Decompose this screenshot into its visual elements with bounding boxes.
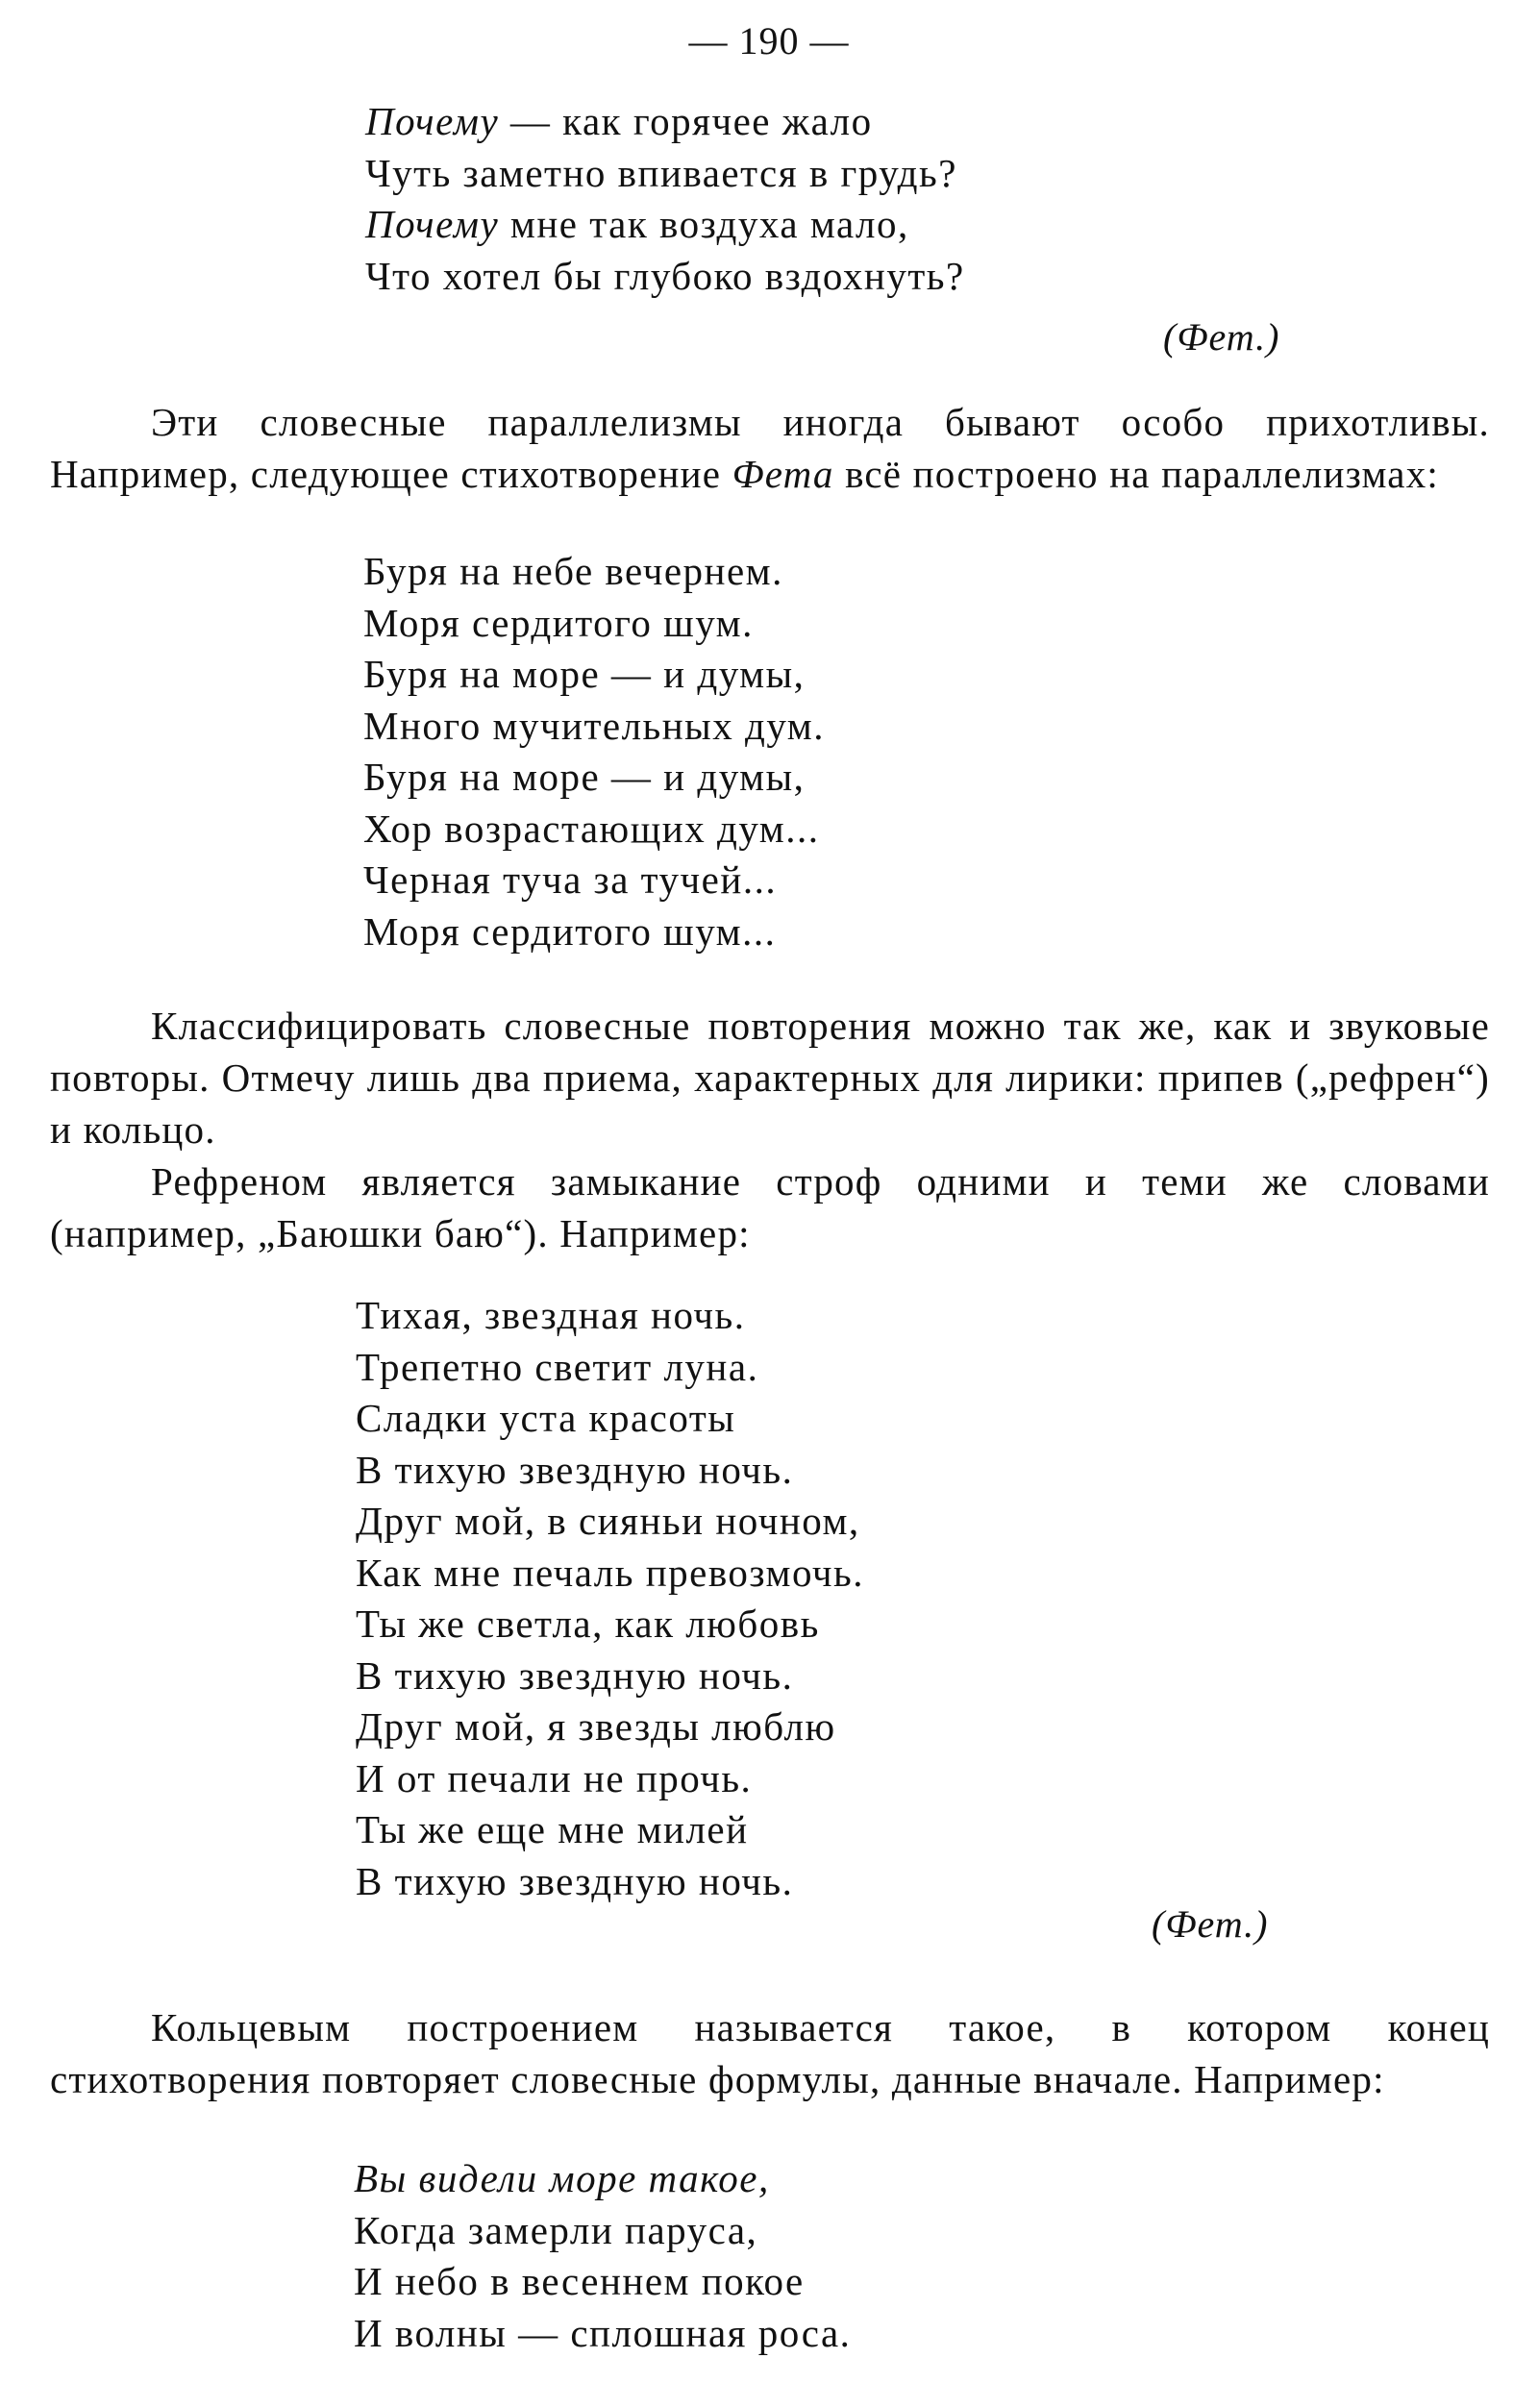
verse-line: Моря сердитого шум. — [363, 600, 754, 645]
verse-line: В тихую звездную ночь. — [356, 1652, 794, 1698]
verse-line-italic: Почему — [365, 202, 500, 246]
verse-line — [354, 2153, 851, 2205]
paragraph: Рефреном является замыкание строф одними и теми же словами (например, „Баюшки баю“). Например: — [50, 1159, 1490, 1255]
verse-line-text: Когда замерли паруса, — [354, 2207, 758, 2252]
paragraph: Классифицировать словесные повторения можно так же, как и звуковые повторы. Отмечу лишь два приема, характерных для лирики: припев („рефрен“) и кольцо. — [50, 1004, 1490, 1152]
verse-line: Друг мой, в сияньи ночном, — [356, 1499, 860, 1543]
paragraph-text: Эти словесные параллелизмы иногда бывают особо прихотливы. Например, следующее стихотворение — [50, 400, 1490, 496]
poem-fet-burya — [363, 546, 825, 957]
verse-line — [365, 199, 965, 251]
verse-line — [354, 2205, 851, 2257]
paragraph-parallelisms — [50, 396, 1490, 500]
verse-line: Черная туча за тучей... — [363, 857, 778, 902]
verse-line — [365, 148, 965, 200]
poem-fet-tikhaya-noch — [356, 1290, 864, 1907]
paragraph-classification — [50, 1000, 1490, 1259]
verse-line — [354, 2256, 851, 2308]
verse-line: Буря на небе вечернем. — [363, 549, 783, 593]
verse-line-text: Чуть заметно впивается в грудь? — [365, 150, 957, 195]
verse-line: Буря на море — и думы, — [363, 755, 806, 799]
verse-line-text: Что хотел бы глубоко вздохнуть? — [365, 253, 965, 298]
verse-line: Трепетно светит луна. — [356, 1344, 759, 1389]
paragraph-author-italic: Фета — [732, 452, 834, 496]
verse-line — [354, 2308, 851, 2360]
verse-line-italic: Почему — [365, 99, 500, 143]
verse-line-text: мне так воздуха мало, — [499, 202, 909, 246]
poem-attribution: (Фет.) — [1163, 315, 1280, 359]
verse-line: В тихую звездную ночь. — [356, 1858, 794, 1903]
verse-line — [365, 251, 965, 303]
poem-more-takoe — [354, 2153, 851, 2359]
verse-line-text: — как горячее жало — [499, 99, 873, 143]
paragraph-ring-composition — [50, 2001, 1490, 2105]
verse-line: В тихую звездную ночь. — [356, 1447, 794, 1492]
verse-line: Моря сердитого шум... — [363, 908, 777, 954]
paragraph: Кольцевым построением называется такое, в котором конец стихотворения повторяет словесные формулы, данные вначале. Например: — [50, 2005, 1490, 2101]
verse-line: Хор возрастающих дум... — [363, 806, 820, 851]
verse-line: Ты же светла, как любовь — [356, 1601, 820, 1646]
poem-fet-pochemu — [365, 96, 965, 302]
paragraph — [50, 396, 1490, 500]
verse-line-text: И небо в весеннем покое — [354, 2259, 805, 2303]
poem-attribution: (Фет.) — [1152, 1902, 1269, 1946]
verse-line-italic: Вы видели море такое, — [354, 2156, 770, 2200]
verse-line: Тихая, звездная ночь. — [356, 1293, 746, 1337]
verse-line: Сладки уста красоты — [356, 1396, 736, 1440]
verse-line: Как мне печаль превозмочь. — [356, 1550, 864, 1595]
verse-line: Друг мой, я звезды люблю — [356, 1704, 836, 1749]
page-number: — 190 — — [688, 19, 850, 62]
verse-line-text: И волны — сплошная роса. — [354, 2310, 852, 2355]
verse-line: Буря на море — и думы, — [363, 652, 806, 696]
verse-line: И от печали не прочь. — [356, 1755, 753, 1800]
paragraph-text: всё построено на параллелизмах: — [833, 452, 1439, 496]
verse-line: Много мучительных дум. — [363, 703, 825, 748]
verse-line: Ты же еще мне милей — [356, 1807, 749, 1851]
verse-line — [365, 96, 965, 148]
